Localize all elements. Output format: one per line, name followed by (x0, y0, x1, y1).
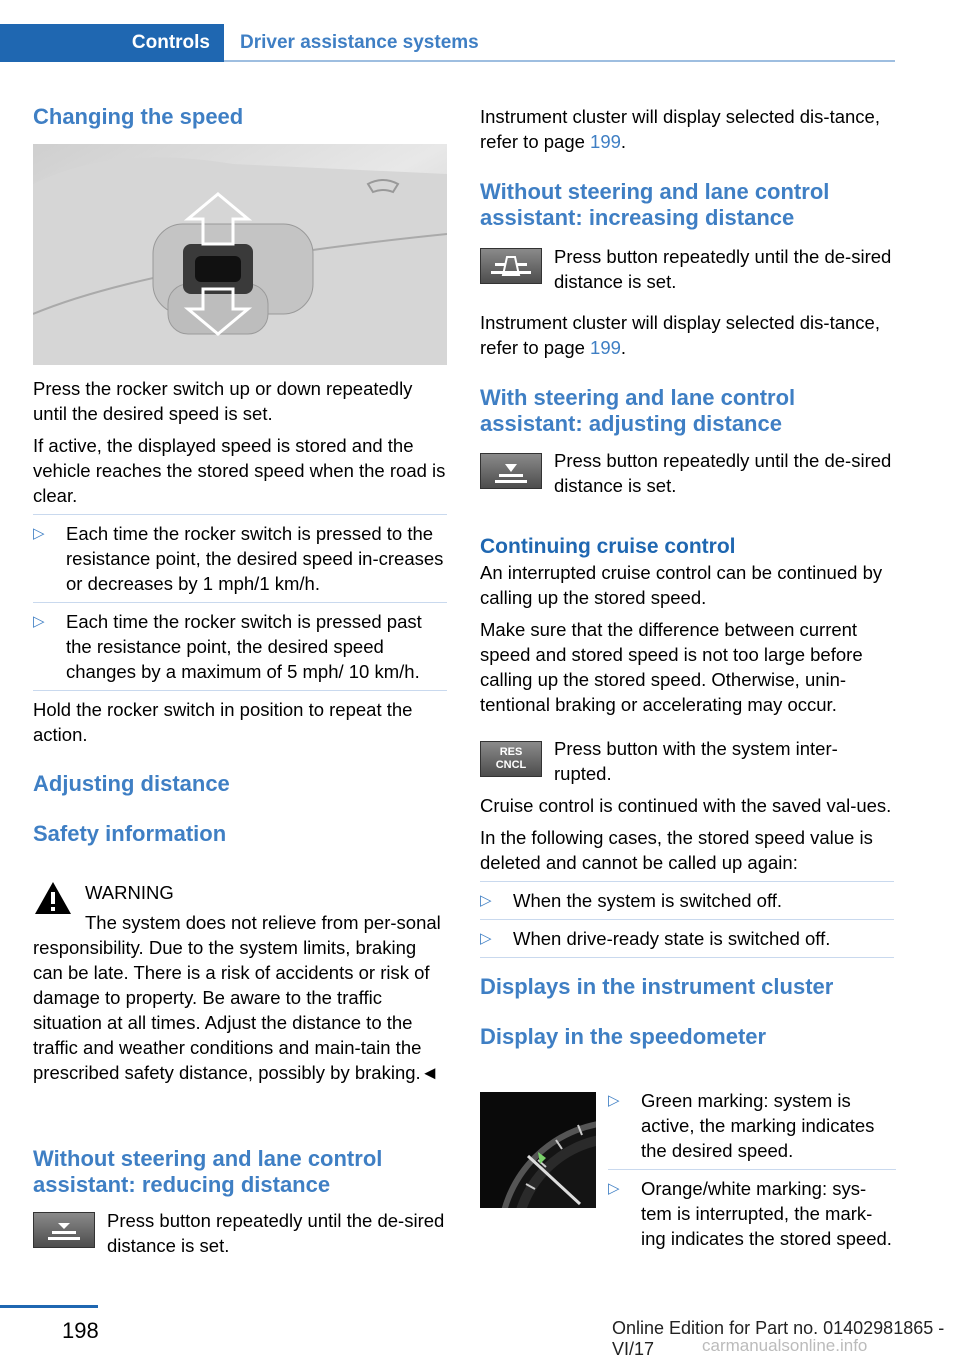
paragraph-cluster-display-2: Instrument cluster will display selected dis-tance, refer to page 199. (480, 312, 880, 358)
increase-distance-button-icon (480, 248, 542, 284)
edition-info: Online Edition for Part no. 01402981865 - VI/17 (612, 1318, 945, 1359)
paragraph-hold-rocker: Hold the rocker switch in position to repeat the action. (33, 699, 413, 745)
speedometer-bullets (608, 1088, 896, 1251)
adjust-distance-button-icon (480, 453, 542, 489)
heading-safety-information: Safety information (33, 821, 227, 846)
watermark: carmanualsonline.info (702, 1336, 868, 1355)
page-number: 198 (62, 1318, 99, 1343)
bullet-divider (33, 514, 447, 515)
bullet-triangle-icon: ▷ (608, 1180, 620, 1197)
speedometer-image (480, 1092, 596, 1208)
paragraph-cont-3: Cruise control is continued with the saved val-ues. (480, 795, 892, 816)
paragraph-cluster-display-1: Instrument cluster will display selected dis-tance, refer to page 199. (480, 106, 880, 152)
res-instruction: Press button with the system inter-rupted. (554, 738, 838, 784)
paragraph-press-rocker: Press the rocker switch up or down repeatedly until the desired speed is set. (33, 378, 413, 424)
reduce-instruction: Press button repeatedly until the de-sired distance is set. (107, 1210, 445, 1256)
paragraph-cont-4: In the following cases, the stored speed value is deleted and cannot be called up again: (480, 827, 873, 873)
increase-instruction: Press button repeatedly until the de-sired distance is set. (554, 246, 892, 292)
paragraph-cont-2: Make sure that the difference between current speed and stored speed is not too large before calling up the stored speed. Otherwise, unin-tentional braking or accelerating may occur. (480, 619, 863, 715)
page-link-199[interactable]: 199 (590, 131, 621, 152)
heading-reducing-distance: Without steering and lane control assistant: reducing distance (33, 1146, 383, 1197)
list-item: ▷ Each time the rocker switch is pressed to the resistance point, the desired speed in-creases or decreases by 1 mph/1 km/h. (33, 523, 444, 594)
tab-driver-assistance[interactable]: Driver assistance systems (240, 32, 479, 53)
res-cncl-button-icon: RES CNCL (480, 741, 542, 777)
steering-wheel-image (33, 144, 447, 365)
bullet-divider (480, 957, 894, 958)
heading-display-speedometer: Display in the speedometer (480, 1024, 767, 1049)
bullet-triangle-icon: ▷ (480, 892, 492, 909)
list-item: ▷ Each time the rocker switch is pressed past the resistance point, the desired speed changes by a maximum of 5 mph/ 10 km/h. (33, 611, 422, 682)
heading-continuing-cruise: Continuing cruise control (480, 535, 736, 558)
heading-displays-cluster: Displays in the instrument cluster (480, 974, 834, 999)
heading-increasing-distance: Without steering and lane control assistant: increasing distance (480, 179, 830, 230)
list-item: ▷ Orange/white marking: sys-tem is interrupted, the mark-ing indicates the stored speed. (608, 1178, 892, 1249)
header-rule-active (0, 60, 224, 62)
heading-with-steering: With steering and lane control assistant: adjusting distance (480, 385, 796, 436)
continuing-section (480, 534, 894, 717)
reducing-section (33, 1146, 447, 1198)
bullet-triangle-icon: ▷ (33, 525, 45, 542)
adjust-instruction: Press button repeatedly until the de-sired distance is set. (554, 450, 892, 496)
list-item: ▷ Green marking: system is active, the marking indicates the desired speed. (608, 1090, 875, 1161)
reduce-distance-button-icon (33, 1212, 95, 1248)
bullet-triangle-icon: ▷ (480, 930, 492, 947)
warning-label: WARNING (85, 882, 174, 903)
tab-controls[interactable]: Controls (0, 24, 224, 62)
bullet-triangle-icon: ▷ (608, 1092, 620, 1109)
bullet-divider (608, 1169, 896, 1170)
warning-text: The system does not relieve from per-sonal responsibility. Due to the system limits, braking can be late. There is a risk of accidents or risk of damage to property. Be aware to the traffic situation at all times. Adjust the distance to the traffic and weather conditions and main-tain the prescribed safety distance, possibly by braking.◄ (33, 912, 441, 1083)
bullet-divider (480, 919, 894, 920)
header-rule (224, 60, 895, 62)
list-item: ▷ When the system is switched off. (480, 890, 783, 911)
list-item: ▷ When drive-ready state is switched off. (480, 928, 831, 949)
heading-changing-speed: Changing the speed (33, 104, 244, 129)
continuing-body (480, 793, 894, 1050)
left-column (33, 104, 447, 130)
bullet-divider (33, 602, 447, 603)
page-link-199[interactable]: 199 (590, 337, 621, 358)
paragraph-cont-1: An interrupted cruise control can be continued by calling up the stored speed. (480, 562, 883, 608)
bullet-divider (33, 690, 447, 691)
bullet-triangle-icon: ▷ (33, 613, 45, 630)
paragraph-if-active: If active, the displayed speed is stored and the vehicle reaches the stored speed when the road is clear. (33, 435, 446, 506)
footer-rule (0, 1305, 98, 1308)
heading-adjusting-distance: Adjusting distance (33, 771, 230, 796)
bullet-divider (480, 881, 894, 882)
left-body (33, 376, 447, 847)
